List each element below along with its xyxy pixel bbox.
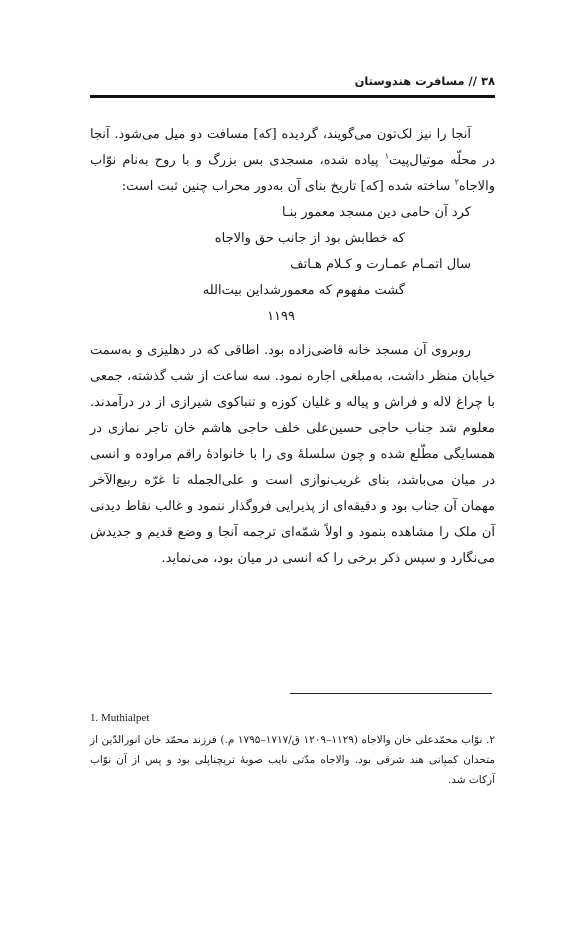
poem-date: ۱۱۹۹ — [267, 309, 295, 324]
footnote-2: ۲. نوّاب محمّدعلی خان والاجاه (۱۱۲۹–۱۲۰۹ ق/۱۷۱۷–۱۷۹۵ م.) فرزند محمّد خان انورالدّین از متحدان کمپانی هند شرقی بود. والاجاه مدّتی نایب صوبهٔ تریچناپلی بود و پس از آن نوّاب آرکات شد. — [90, 734, 495, 786]
paragraph-1-text-c: ساخته شده [که] تاریخ بنای آن به‌دور محراب چنین ثبت است: — [121, 179, 455, 194]
inscription-poem — [90, 200, 495, 338]
poem-verse: گشت مفهوم که معمورشداین بیت‌الله — [202, 283, 405, 298]
paragraph-1 — [90, 122, 495, 200]
footnote-1: 1. Muthialpet — [90, 712, 150, 724]
poem-verse: کرد آن حامی دین مسجد معمور بنـا — [281, 205, 471, 220]
footnote-ref-2: ۲ — [454, 177, 459, 187]
header-rule — [90, 95, 495, 98]
paragraph-1-text-b: پیاده شده، مسجدی بس بزرگ و با روح به‌نام نوّاب والاجاه — [90, 153, 495, 194]
footnote-ref-1: ۱ — [384, 151, 389, 161]
running-header: ۳۸ // مسافرت هندوستان — [354, 74, 495, 88]
paragraph-2: روبروی آن مسجد خانه قاضی‌زاده بود. اطاقی که در دهلیزی و به‌سمت خیابان منظر داشت، به‌مبلغی اجاره نمود. سه ساعت از شب گذشته، جمعی با چراغ لاله و فراش و پیاله و غلیان کوزه و تنباکوی شیرازی از در درآمدند. معلوم شد جناب حاجی حسین‌علی خلف حاجی هاشم خان تاجر نمازی در همسایگی مطّلع شده و چون سلسلهٔ وی را با خانوادهٔ راقم مراوده و انسی در میان می‌باشد، بنای غریب‌نوازی است و علی‌الجمله تا غرّه ربیع‌الآخر مهمان آن جناب بود و دقیقه‌ای از پذیرایی فروگذار ننمود و غالب نقاط دیدنی آن ملک را مشاهده بنمود و اولاً شمّه‌ای ترجمه آنجا و وضع قدیم و جدیدش می‌نگارد و سپس ذکر برخی را که انسی در میان بود، می‌نماید. — [90, 343, 495, 566]
poem-verse: که خطابش بود از جانب حق والاجاه — [214, 231, 405, 246]
paragraph-1-text: آنجا را نیز لک‌تون می‌گویند، گردیده [که] مسافت دو میل می‌شود. آنجا در محلّه موتیال‌پیت — [90, 127, 495, 168]
main-text — [90, 122, 495, 572]
footnote-rule — [290, 693, 492, 694]
poem-verse: سال اتمـام عمـارت و کـلام هـاتف — [290, 257, 471, 272]
